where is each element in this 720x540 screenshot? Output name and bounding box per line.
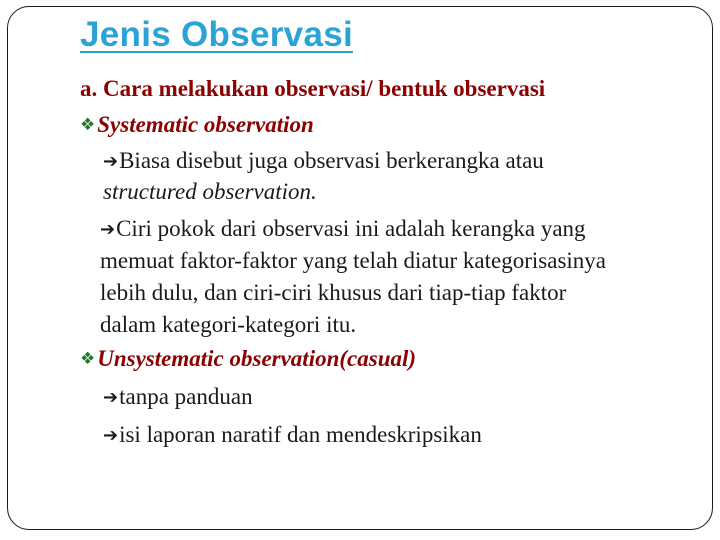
arrow-right-icon: ➔ (103, 425, 119, 446)
unsystematic-point-1: ➔tanpa panduan (103, 382, 253, 414)
systematic-point-2-line-3: lebih dulu, dan ciri-ciri khusus dari tiap-tiap faktor (100, 280, 567, 305)
systematic-point-2-line-1: ➔Ciri pokok dari observasi ini adalah kerangka yang (100, 214, 586, 246)
slide-title: Jenis Observasi (80, 15, 353, 54)
section-systematic (80, 110, 314, 142)
arrow-right-icon: ➔ (103, 387, 119, 408)
systematic-point-2-line-2: memuat faktor-faktor yang telah diatur kategorisasinya (100, 248, 606, 273)
arrow-right-icon: ➔ (100, 219, 116, 240)
diamond-bullet-icon: ❖ (80, 115, 96, 135)
arrow-right-icon: ➔ (103, 151, 119, 172)
section-unsystematic (80, 344, 416, 376)
systematic-point-1-line-2: structured observation. (103, 179, 317, 204)
heading: a. Cara melakukan observasi/ bentuk observasi (80, 76, 546, 101)
systematic-point-1-line-1: ➔Biasa disebut juga observasi berkerangka atau (103, 146, 544, 178)
section-systematic-label: Systematic observation (97, 112, 314, 137)
section-unsystematic-label: Unsystematic observation(casual) (97, 346, 417, 371)
systematic-point-2-line-4: dalam kategori-kategori itu. (100, 312, 357, 337)
unsystematic-point-2: ➔isi laporan naratif dan mendeskripsikan (103, 420, 482, 452)
diamond-bullet-icon: ❖ (80, 349, 96, 369)
